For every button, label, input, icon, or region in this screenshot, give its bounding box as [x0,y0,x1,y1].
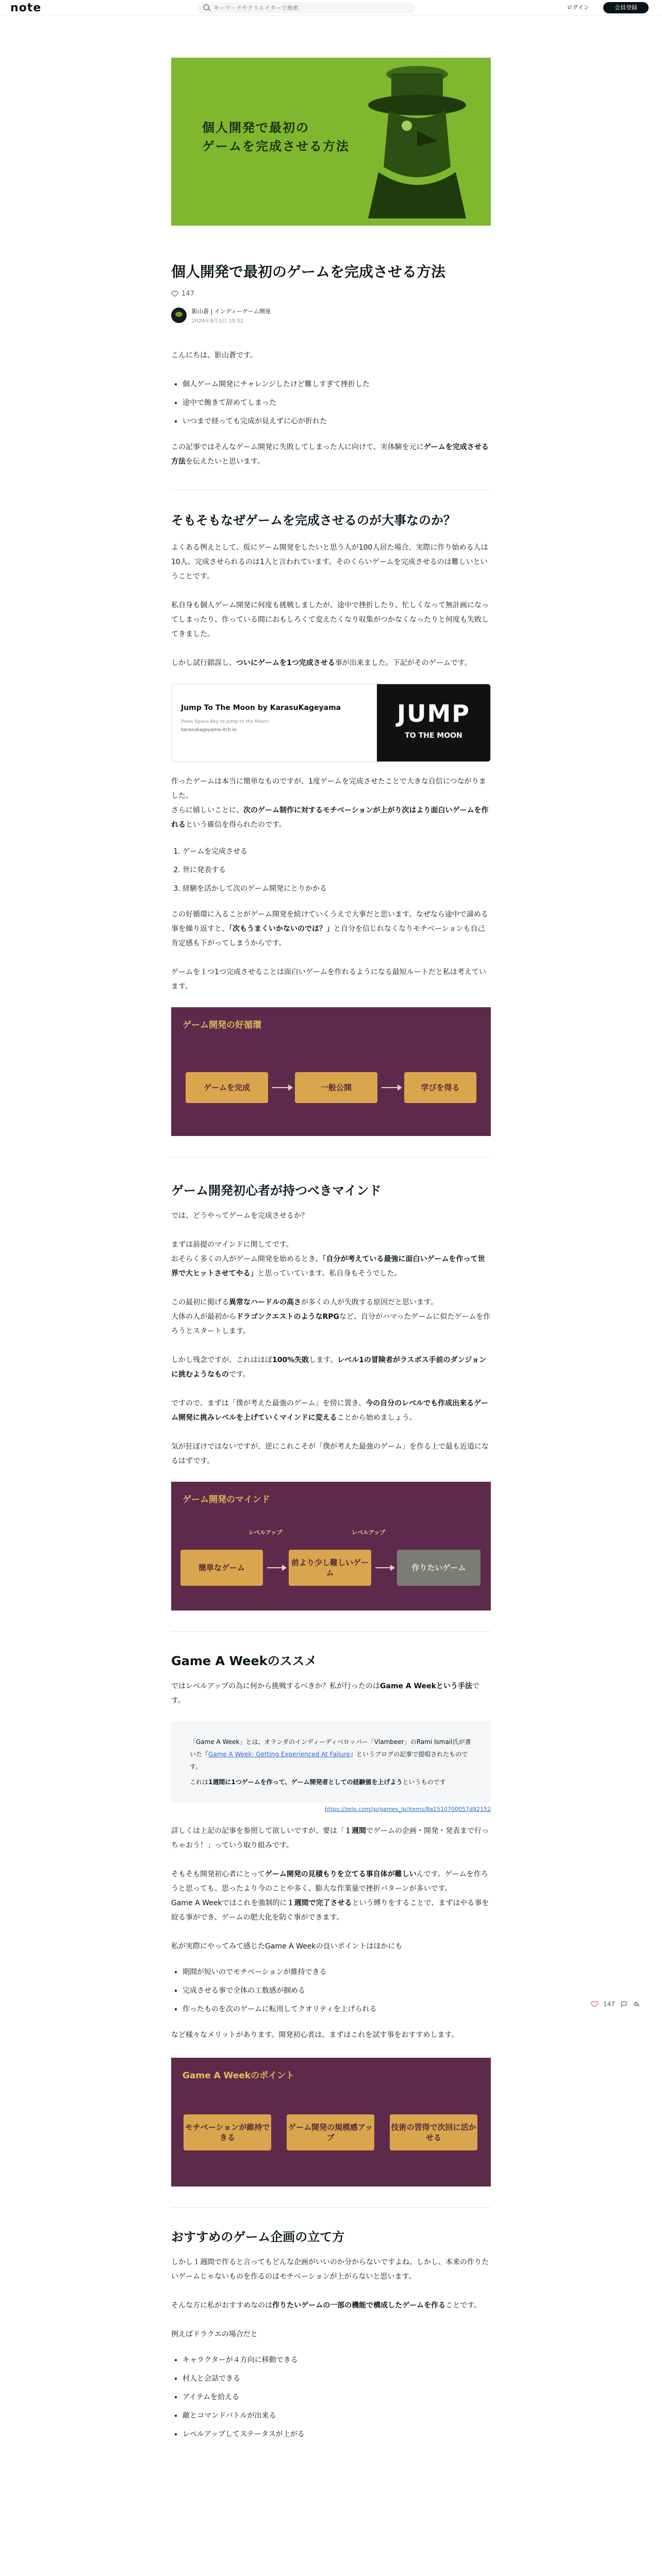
list-item: • 作ったものを次のゲームに転用してクオリティを上げられる [183,2002,491,2016]
list-item: • いつまで経っても完成が見えずに心が折れた [183,414,491,429]
card-url: karasukageyama.itch.io [181,727,237,733]
quote-source-link[interactable]: https://zelo.com/jp/games_lp/items/8a1510700057d92152 [324,1806,491,1812]
search-box[interactable] [198,2,415,13]
feature-bullet-list [171,2353,491,2442]
section-heading: Game A Weekのススメ [171,1654,317,1668]
slide-box: 一般公開 [295,1072,377,1103]
heart-icon[interactable] [171,290,178,297]
paragraph: さらに嬉しいことに、次のゲーム制作に対するモチベーションが上がり次はより面白いゲームを作れるという確信を得られたのです。 [171,806,489,829]
paragraph: しかし１週間で作ると言ってもどんな企画がいいのか分からないですよね。しかし、本来の作りたいゲームじゃないものを作るのはモチベーションが上がらないと思います。 [171,2258,489,2281]
signup-button[interactable]: 会員登録 [603,2,649,13]
divider [171,2207,491,2208]
merit-bullet-list [171,1965,491,2016]
slide-box: ゲームを完成 [186,1072,268,1103]
paragraph: 作ったゲームは本当に簡単なものですが、1度ゲームを完成させたことで大きな自信につながりました。 [171,777,486,800]
quote-link[interactable]: Game A Week: Getting Experienced At Failure [208,1751,351,1758]
paragraph: そんな方に私がおすすめなのは作りたいゲームの一部の機能で構成したゲームを作ることです。 [171,2301,482,2310]
cycle-slide [171,1007,491,1136]
paragraph: そもそも開発初心者にとってゲーム開発の見積もりを立てる事自体が難しいんです。ゲームを作ろうと思っても、思ったより今のことや多く、膨大な作業量で挫折パターンが多いです。 [171,1870,488,1893]
paragraph: など様々なメリットがあります。開発初心者は、まずはこれを試す事をおすすめします。 [171,2031,459,2039]
hero-image [171,58,491,226]
paragraph: しかし試行錯誤し、ついにゲームを1つ完成させる事が出来ました。下記がそのゲームです。 [171,659,472,667]
intro-paragraph: この記事ではそんなゲーム開発に失敗してしまった人に向けて、実体験を元にゲームを完成させる方法を伝えたいと思います。 [171,443,489,466]
like-count: 147 [181,290,194,298]
slide-box: 簡単なゲーム [180,1550,263,1586]
section-heading: そもそもなぜゲームを完成させるのが大事なのか？ [171,513,456,528]
slide-box: モチベーションが維持できる [184,2114,271,2150]
paragraph: では、どうやってゲームを完成させるか？ [171,1212,308,1220]
paragraph: ですので、まずは「僕が考えた最強のゲーム」を傍に置き、今の自分のレベルでも作成出来るゲーム開発に挑みレベルを上げていくマインドに変えることから始めましょう。 [171,1399,489,1422]
blockquote: 「Game A Week」とは、オランダのインディーディベロッパー「Vlambeer」のRami Ismail氏が書いた『Game A Week: Getting Experienced At Failure』というブログの記事で提唱されたものです。 これは1週間に1つゲームを作って、ゲーム開発者としての経験値を上げようというものです [171,1721,491,1803]
paragraph: 気が狂ぼけではないですが、逆にこれこそが「僕が考えた最強のゲーム」を作る上で最も近道になるはずです。 [171,1443,489,1465]
card-title: Jump To The Moon by KarasuKageyama [181,704,341,712]
slide-box: 学びを得る [404,1072,476,1103]
floating-like-count: 147 [603,2001,615,2008]
paragraph: Game A Weekではこれを強制的に１週間で完了させるという縛りをすることで、まずはやる事を絞る事ができ、ゲームの肥大化を防ぐ事ができます。 [171,1899,489,1922]
paragraph: しかし残念ですが、これはほぼ100%失敗します。レベル1の冒険者がラスボス手前のダンジョンに挑むようなものです。 [171,1356,486,1379]
article-column [171,58,491,2446]
paragraph: 私自身も個人ゲーム開発に何度も挑戦しましたが、途中で挫折したり、忙しくなって無計画になってしまったり、作っている間におもしろくて変えたくなり収集がつかなくなったりと何度も失敗してきました。 [171,601,489,638]
like-summary [171,289,491,299]
list-item: • レベルアップしてステータスが上がる [183,2427,491,2442]
arrow-icon [382,1087,401,1088]
list-item: • 途中で飽きて辞めてしまった [183,396,491,410]
note-logo[interactable]: note [10,2,42,14]
article-body [171,348,491,2442]
search-icon [203,4,209,10]
slide-heading: Game A Weekのポイント [183,2071,295,2081]
share-icon[interactable] [633,2001,640,2008]
hero-title: 個人開発で最初の ゲームを完成させる方法 [202,121,350,154]
steps-list [171,844,491,896]
list-item: • 村人と会話できる [183,2371,491,2386]
paragraph: よくある例えとして、仮にゲーム開発をしたいと思う人が100人居た場合、実際に作り始める人は10人、完成させられるのは1人と言われています。そのくらいゲームを完成させるのは難しいということです。 [171,544,488,581]
paragraph: ゲームを１つ1つ完成させることは面白いゲームを作れるようになる最短ルートだと私は考えています。 [171,968,486,991]
list-item: • キャラクターが４方向に移動できる [183,2353,491,2367]
section-heading: ゲーム開発初心者が持つべきマインド [171,1183,382,1198]
article-title: 個人開発で最初のゲームを完成させる方法 [171,263,446,280]
paragraph: ではレベルアップの為に何から挑戦するべきか？私が行ったのはGame A Weekという手法です。 [171,1682,479,1705]
list-item: • 期間が短いのでモチベーションが維持できる [183,1965,491,1979]
level-up-label: レベルアップ [352,1529,386,1536]
like-heart-icon[interactable] [591,2001,598,2008]
slide-heading: ゲーム開発の好循環 [183,1020,261,1030]
arrow-icon [267,1567,286,1568]
slide-box: ゲーム開発の規模感アップ [287,2114,374,2150]
list-item: • アイテムを拾える [183,2390,491,2404]
slide-box: 前より少し難しいゲーム [289,1550,371,1586]
paragraph: この好循環に入ることがゲーム開発を続けていくうえで大事だと思います。なぜなら途中で諦める事を繰り返すと、「次もうまくいかないのでは？」と自分を信じれなくなりモチベーションも自己肯定感も下がってしまうからです。 [171,910,488,947]
card-description: Press Space Key to Jump to the Moon! [181,719,270,724]
arrow-icon [272,1087,292,1088]
crow-hat-illustration [368,64,466,218]
search-input[interactable] [213,4,404,12]
list-item: • 敵とコマンドバトルが出来る [183,2409,491,2423]
top-navigation-bar [0,0,662,15]
floating-actions [591,1999,640,2009]
author-info[interactable] [171,306,491,325]
list-item: • 完成させる事で全体の工数感が掴める [183,1984,491,1998]
comment-icon[interactable] [620,2001,627,2008]
level-up-label: レベルアップ [249,1529,283,1536]
paragraph: 詳しくは上記の記事を参照して欲しいですが、要は「１週間でゲームの企画・開発・発表まで行っちゃおう！」っていう取り組みです。 [171,1827,489,1850]
paragraph: おそらく多くの人がゲーム開発を始めるとき、「自分が考えている最強に面白いゲームを作って世界で大ヒットさせてやる」と思っていています。私自身もそうでした。 [171,1255,485,1278]
slide-box: 技術の習得で次回に活かせる [390,2114,477,2150]
list-item: • 個人ゲーム開発にチャレンジしたけど難しすぎて挫折した [183,377,491,392]
list-item: 3. 経験を活かして次のゲーム開発にとりかかる [183,882,491,896]
divider [171,1631,491,1632]
author-avatar[interactable] [171,308,187,323]
intro-bullet-list [171,377,491,429]
mindset-slide [171,1482,491,1611]
divider [171,489,491,490]
game-a-week-slide [171,2058,491,2187]
card-thumbnail: JUMP TO THE MOON [377,684,490,762]
slide-box: 作りたいゲーム [397,1550,481,1586]
list-item: 1. ゲームを完成させる [183,844,491,859]
game-link-card[interactable] [171,684,491,762]
greeting: こんにちは、影山蒼です。 [171,351,257,360]
paragraph: まずは前提のマインドに関してです。 [171,1241,293,1249]
author-name[interactable]: 影山蒼 | インディーゲーム開発 [192,308,271,315]
paragraph: この最初に掲げる異常なハードルの高さが多くの人が失敗する原因だと思います。 [171,1298,438,1307]
list-item: 2. 世に発表する [183,863,491,877]
publish-date: 2024年8月3日 15:52 [192,318,244,324]
paragraph: 私が実際にやってみて感じたGame A Weekの良いポイントはほかにも [171,1942,403,1951]
slide-heading: ゲーム開発のマインド [183,1495,270,1505]
login-button[interactable]: ログイン [567,4,589,11]
paragraph: 大体の人が最初からドラゴンクエストのようなRPGなど、自分がハマったゲームに似たゲームを作ろうとスタートします。 [171,1313,491,1335]
paragraph: 例えばドラクエの場合だと [171,2330,258,2338]
arrow-icon [375,1567,394,1568]
section-heading: おすすめのゲーム企画の立て方 [171,2230,345,2244]
